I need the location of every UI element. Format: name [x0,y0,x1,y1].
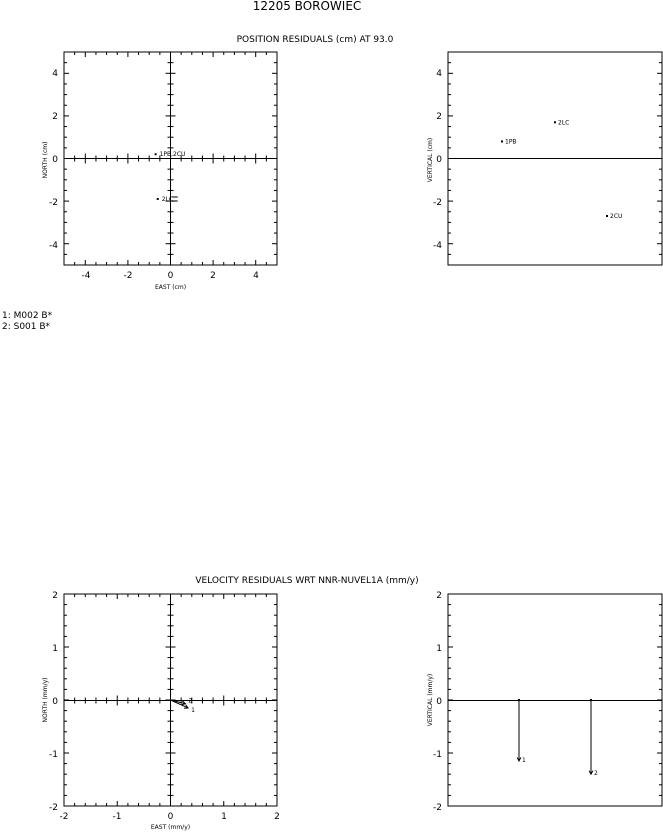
x-tick-label: 0 [167,812,174,822]
vector-label: 2 [594,770,598,778]
y-tick-label: 2 [436,591,442,601]
data-point [157,198,159,200]
y-axis-label: VERTICAL (mm/y) [427,673,434,727]
y-tick-label: 0 [436,155,442,165]
y-tick-label: -4 [433,241,442,251]
x-tick-label: -2 [59,812,69,822]
y-tick-label: -2 [433,803,442,813]
y-tick-label: 1 [436,644,442,654]
x-tick-label: 1 [221,812,227,822]
y-tick-label: 0 [52,697,58,707]
position-vertical-panel [427,52,662,265]
site-2-label: 2: S001 B* [2,322,51,332]
y-tick-label: -2 [433,198,442,208]
y-tick-label: 0 [436,697,442,707]
data-point [501,140,503,142]
data-point [554,121,556,123]
vector-label: 1 [522,756,526,764]
point-label: 2LC [558,119,570,127]
y-tick-label: 1 [52,644,58,654]
y-tick-label: -2 [49,803,58,813]
y-tick-label: 2 [52,591,58,601]
vector-label: 1 [191,706,195,714]
point-label: 2LC [161,195,174,203]
position-horizontal-panel [42,52,277,291]
y-axis-label: NORTH (cm) [42,141,49,179]
vector-label: 2 [188,697,193,705]
data-point [606,215,608,217]
y-tick-label: -1 [49,750,58,760]
x-tick-label: 2 [274,812,280,822]
site-1-label: 1: M002 B* [2,311,53,321]
x-tick-label: -1 [112,812,122,822]
x-tick-label: 4 [253,271,259,281]
y-tick-label: 2 [52,112,58,122]
velocity-vertical-panel [427,591,662,813]
y-tick-label: 2 [436,112,442,122]
y-axis-label: NORTH (mm/y) [42,677,49,723]
x-tick-label: 2 [210,271,216,281]
y-axis-label: VERTICAL (cm) [427,137,434,183]
position-subtitle: POSITION RESIDUALS (cm) AT 93.0 [236,35,394,45]
y-tick-label: -2 [49,198,58,208]
x-tick-label: -4 [81,271,91,281]
x-axis-label: EAST (cm) [154,284,187,291]
vector-layer [517,699,598,777]
x-tick-label: 0 [167,271,174,281]
data-point [155,153,157,155]
tick-marks [64,52,277,265]
point-label: 1PB [505,138,517,146]
point-layer [501,119,622,220]
y-tick-label: 4 [436,69,442,79]
y-tick-label: -4 [49,241,58,251]
velocity-subtitle: VELOCITY RESIDUALS WRT NNR-NUVEL1A (mm/y) [195,576,419,586]
x-axis-label: EAST (mm/y) [150,824,191,831]
point-label: 2CU [610,213,623,221]
velocity-horizontal-panel [42,591,280,831]
station-title: 12205 BOROWIEC [252,0,362,13]
point-label: 1PB,2CU [159,151,186,159]
y-tick-label: -1 [433,750,442,760]
y-tick-label: 0 [52,155,58,165]
y-tick-label: 4 [52,69,58,79]
x-tick-label: -2 [123,271,133,281]
